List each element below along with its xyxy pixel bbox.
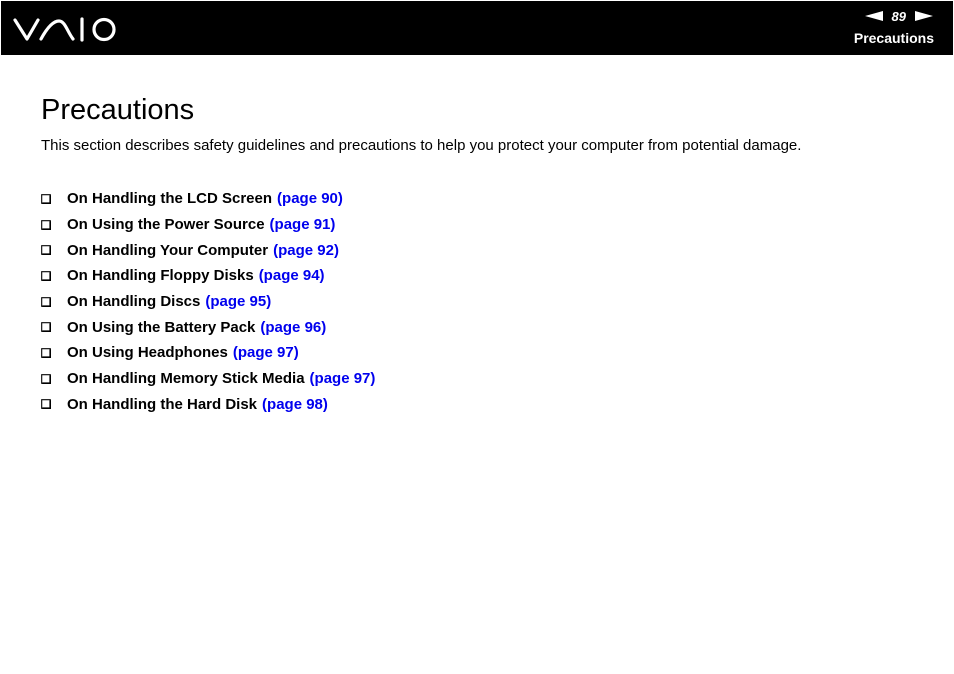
list-item <box>41 263 375 289</box>
list-item <box>41 237 375 263</box>
list-item <box>41 340 375 366</box>
page-title: Precautions <box>41 94 195 126</box>
item-label: On Using Headphones <box>67 344 228 362</box>
item-label: On Handling Memory Stick Media <box>67 370 305 388</box>
list-item <box>41 392 375 418</box>
page-link[interactable]: (page 98) <box>262 395 328 413</box>
vaio-logo <box>13 14 121 44</box>
checkbox-bullet-icon <box>41 399 51 409</box>
item-label: On Handling Floppy Disks <box>67 267 254 285</box>
list-item <box>41 366 375 392</box>
intro-text: This section describes safety guidelines and precautions to help you protect your computer from potential damage. <box>41 137 802 154</box>
checkbox-bullet-icon <box>41 322 51 332</box>
page-link[interactable]: (page 94) <box>258 267 325 285</box>
page-navigation <box>864 7 934 25</box>
checkbox-bullet-icon <box>41 348 51 358</box>
list-item <box>41 314 375 340</box>
checkbox-bullet-icon <box>41 245 51 255</box>
item-label: On Handling the Hard Disk <box>67 395 258 413</box>
checkbox-bullet-icon <box>41 271 51 281</box>
list-item <box>41 212 375 238</box>
item-label: On Using the Power Source <box>67 216 265 234</box>
header-bar <box>1 1 953 55</box>
list-item <box>41 186 375 212</box>
list-item <box>41 289 375 315</box>
page-link[interactable]: (page 95) <box>205 293 272 311</box>
page-link[interactable]: (page 96) <box>260 318 327 336</box>
checkbox-bullet-icon <box>41 220 51 230</box>
checkbox-bullet-icon <box>41 297 51 307</box>
page-link[interactable]: (page 97) <box>309 370 376 388</box>
item-label: On Handling the LCD Screen <box>67 190 273 208</box>
page-link[interactable]: (page 90) <box>277 190 343 208</box>
item-label: On Handling Your Computer <box>67 241 269 259</box>
page-link[interactable]: (page 92) <box>273 241 339 259</box>
item-label: On Using the Battery Pack <box>67 318 256 336</box>
page-link[interactable]: (page 91) <box>269 216 336 234</box>
section-label: Precautions <box>853 30 934 46</box>
page-number: 89 <box>891 8 906 24</box>
checkbox-bullet-icon <box>41 374 51 384</box>
page-link[interactable]: (page 97) <box>232 344 299 362</box>
precautions-list <box>41 186 375 417</box>
triangle-right-icon[interactable] <box>914 10 934 22</box>
checkbox-bullet-icon <box>41 194 51 204</box>
item-label: On Handling Discs <box>67 293 201 311</box>
triangle-left-icon[interactable] <box>864 10 884 22</box>
